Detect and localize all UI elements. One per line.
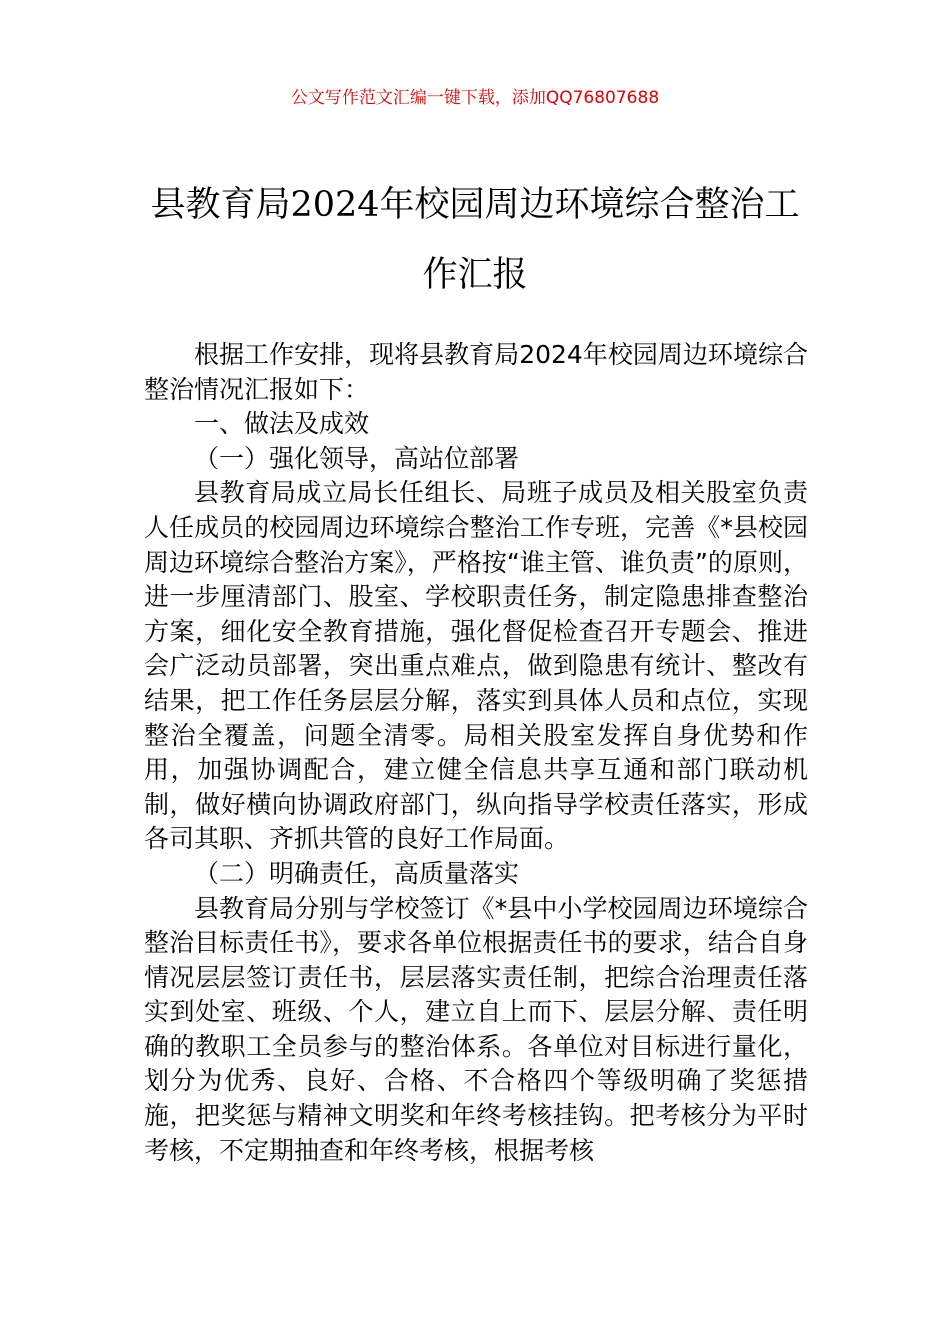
subsection-1-paragraph: 县教育局成立局长任组长、局班子成员及相关股室负责人任成员的校园周边环境综合整治工作专班，完善《*县校园周边环境综合整治方案》，严格按“谁主管、谁负责”的原则，进一步厘清部门、股室、学校职责任务，制定隐患排查整治方案，细化安全教育措施，强化督促检查召开专题会、推进会广泛动员部署，突出重点难点，做到隐患有统计、整改有结果，把工作任务层层分解，落实到具体人员和点位，实现整治全覆盖，问题全清零。局相关股室发挥自身优势和作用，加强协调配合，建立健全信息共享互通和部门联动机制，做好横向协调政府部门，纵向指导学校责任落实，形成各司其职、齐抓共管的良好工作局面。: [144, 478, 808, 854]
subsection-heading-2: （二）明确责任，高质量落实: [194, 858, 520, 888]
subsection-2-paragraph: 县教育局分别与学校签订《*县中小学校园周边环境综合整治目标责任书》，要求各单位根据责任书的要求，结合自身情况层层签订责任书，层层落实责任制，把综合治理责任落实到处室、班级、个人，建立自上而下、层层分解、责任明确的教职工全员参与的整治体系。各单位对目标进行量化，划分为优秀、良好、合格、不合格四个等级明确了奖惩措施，把奖惩与精神文明奖和年终考核挂钩。把考核分为平时考核，不定期抽查和年终考核，根据考核: [144, 893, 808, 1165]
subsection-heading-1: （一）强化领导，高站位部署: [194, 443, 520, 473]
document-body: [144, 338, 808, 1168]
download-promo-note: 公文写作范文汇编一键下载，添加QQ76807688: [290, 88, 660, 108]
intro-paragraph: 根据工作安排，现将县教育局2024年校园周边环境综合整治情况汇报如下：: [144, 340, 808, 404]
document-title: 县教育局2024年校园周边环境综合整治工作汇报: [150, 185, 800, 295]
section-heading-1: 一、做法及成效: [194, 409, 370, 439]
